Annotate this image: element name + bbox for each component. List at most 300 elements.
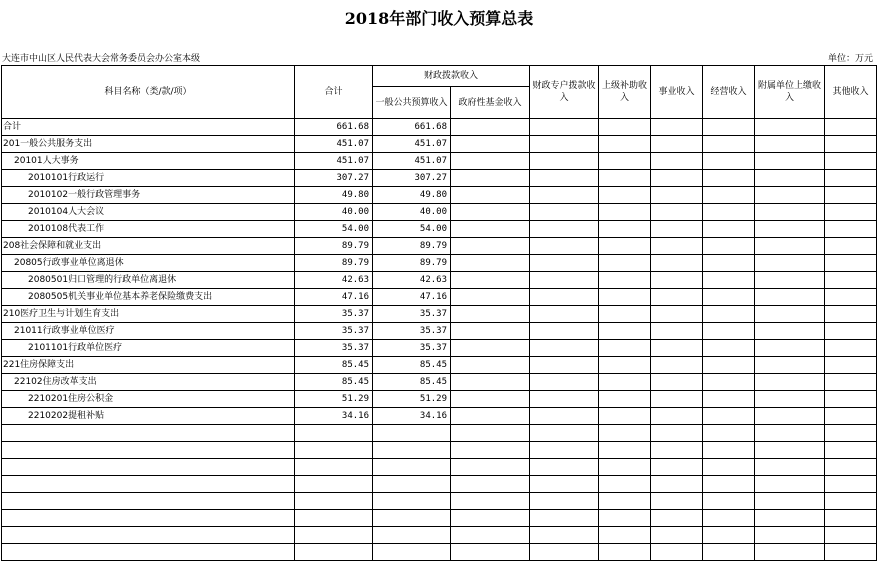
- row-empty-cell: [530, 374, 599, 391]
- empty-cell: [451, 442, 530, 459]
- empty-cell: [295, 527, 373, 544]
- row-empty-cell: [825, 119, 877, 136]
- empty-cell: [599, 544, 651, 561]
- empty-cell: [373, 510, 451, 527]
- empty-cell: [825, 527, 877, 544]
- row-empty-cell: [599, 170, 651, 187]
- row-empty-cell: [451, 136, 530, 153]
- row-general-budget-value: 40.00: [373, 204, 451, 221]
- row-empty-cell: [530, 306, 599, 323]
- row-total-value: 54.00: [295, 221, 373, 238]
- row-total-value: 85.45: [295, 374, 373, 391]
- row-empty-cell: [530, 187, 599, 204]
- row-empty-cell: [451, 187, 530, 204]
- empty-cell: [651, 510, 703, 527]
- row-empty-cell: [703, 136, 755, 153]
- empty-cell: [295, 544, 373, 561]
- row-empty-cell: [825, 170, 877, 187]
- row-empty-cell: [451, 306, 530, 323]
- header-affiliated: 附属单位上缴收入: [755, 66, 825, 119]
- empty-cell: [651, 425, 703, 442]
- empty-cell: [825, 476, 877, 493]
- row-empty-cell: [825, 340, 877, 357]
- empty-cell: [651, 476, 703, 493]
- empty-cell: [530, 544, 599, 561]
- row-general-budget-value: 85.45: [373, 374, 451, 391]
- row-empty-cell: [755, 340, 825, 357]
- empty-cell: [599, 510, 651, 527]
- row-empty-cell: [599, 255, 651, 272]
- row-total-value: 34.16: [295, 408, 373, 425]
- row-general-budget-value: 451.07: [373, 153, 451, 170]
- empty-cell: [451, 425, 530, 442]
- empty-cell: [295, 476, 373, 493]
- empty-cell: [599, 425, 651, 442]
- row-total-value: 85.45: [295, 357, 373, 374]
- table-row: [2, 272, 877, 289]
- row-subject-name: 208社会保障和就业支出: [2, 238, 295, 255]
- row-empty-cell: [599, 136, 651, 153]
- row-empty-cell: [530, 323, 599, 340]
- empty-cell: [2, 493, 295, 510]
- row-empty-cell: [825, 204, 877, 221]
- table-row: [2, 136, 877, 153]
- empty-cell: [2, 442, 295, 459]
- empty-table-row: [2, 510, 877, 527]
- empty-cell: [530, 442, 599, 459]
- empty-cell: [651, 459, 703, 476]
- row-subject-name: 2080501归口管理的行政单位离退休: [2, 272, 295, 289]
- row-empty-cell: [703, 374, 755, 391]
- row-empty-cell: [825, 153, 877, 170]
- row-empty-cell: [703, 306, 755, 323]
- table-row: [2, 153, 877, 170]
- row-total-value: 35.37: [295, 306, 373, 323]
- row-empty-cell: [825, 391, 877, 408]
- header-special: 财政专户拨款收入: [530, 66, 599, 119]
- empty-cell: [599, 527, 651, 544]
- row-empty-cell: [451, 357, 530, 374]
- row-empty-cell: [530, 119, 599, 136]
- row-general-budget-value: 89.79: [373, 238, 451, 255]
- empty-cell: [703, 442, 755, 459]
- row-general-budget-value: 54.00: [373, 221, 451, 238]
- row-empty-cell: [530, 289, 599, 306]
- row-subject-name: 2010102一般行政管理事务: [2, 187, 295, 204]
- empty-cell: [755, 510, 825, 527]
- row-empty-cell: [825, 238, 877, 255]
- empty-cell: [703, 459, 755, 476]
- row-empty-cell: [599, 323, 651, 340]
- empty-cell: [599, 442, 651, 459]
- empty-cell: [703, 544, 755, 561]
- row-subject-name: 21011行政事业单位医疗: [2, 323, 295, 340]
- row-empty-cell: [825, 187, 877, 204]
- empty-cell: [2, 510, 295, 527]
- header-gov-fund: 政府性基金收入: [451, 87, 530, 119]
- row-empty-cell: [651, 136, 703, 153]
- table-row: [2, 357, 877, 374]
- row-empty-cell: [651, 340, 703, 357]
- row-empty-cell: [530, 221, 599, 238]
- empty-cell: [373, 425, 451, 442]
- row-empty-cell: [651, 408, 703, 425]
- empty-cell: [755, 459, 825, 476]
- empty-cell: [825, 425, 877, 442]
- row-subject-name: 2010108代表工作: [2, 221, 295, 238]
- row-empty-cell: [451, 204, 530, 221]
- row-general-budget-value: 49.80: [373, 187, 451, 204]
- row-empty-cell: [825, 272, 877, 289]
- empty-cell: [825, 493, 877, 510]
- empty-table-row: [2, 527, 877, 544]
- row-empty-cell: [451, 323, 530, 340]
- empty-cell: [295, 425, 373, 442]
- row-general-budget-value: 51.29: [373, 391, 451, 408]
- row-empty-cell: [825, 357, 877, 374]
- row-empty-cell: [703, 238, 755, 255]
- empty-cell: [451, 476, 530, 493]
- table-row: [2, 119, 877, 136]
- header-subject: 科目名称（类/款/项）: [2, 66, 295, 119]
- row-total-value: 451.07: [295, 136, 373, 153]
- row-empty-cell: [451, 153, 530, 170]
- empty-cell: [755, 544, 825, 561]
- row-empty-cell: [599, 289, 651, 306]
- row-subject-name: 2080505机关事业单位基本养老保险缴费支出: [2, 289, 295, 306]
- row-empty-cell: [651, 187, 703, 204]
- row-general-budget-value: 47.16: [373, 289, 451, 306]
- row-total-value: 35.37: [295, 323, 373, 340]
- table-row: [2, 289, 877, 306]
- empty-cell: [530, 476, 599, 493]
- table-row: [2, 408, 877, 425]
- row-empty-cell: [755, 408, 825, 425]
- row-total-value: 661.68: [295, 119, 373, 136]
- empty-cell: [295, 493, 373, 510]
- empty-cell: [451, 459, 530, 476]
- empty-cell: [825, 544, 877, 561]
- row-empty-cell: [703, 391, 755, 408]
- row-empty-cell: [451, 170, 530, 187]
- row-empty-cell: [703, 272, 755, 289]
- page-title: 2018年部门收入预算总表: [344, 9, 534, 28]
- row-general-budget-value: 42.63: [373, 272, 451, 289]
- empty-cell: [373, 544, 451, 561]
- empty-cell: [825, 442, 877, 459]
- row-empty-cell: [651, 374, 703, 391]
- row-empty-cell: [530, 204, 599, 221]
- empty-cell: [755, 476, 825, 493]
- unit-label: 单位：万元: [827, 54, 873, 64]
- row-empty-cell: [755, 306, 825, 323]
- table-row: [2, 374, 877, 391]
- empty-cell: [373, 493, 451, 510]
- table-row: [2, 170, 877, 187]
- empty-table-row: [2, 459, 877, 476]
- row-empty-cell: [530, 136, 599, 153]
- table-row: [2, 204, 877, 221]
- empty-cell: [530, 425, 599, 442]
- empty-table-row: [2, 544, 877, 561]
- row-empty-cell: [755, 238, 825, 255]
- row-empty-cell: [703, 289, 755, 306]
- empty-cell: [703, 493, 755, 510]
- table-row: [2, 323, 877, 340]
- empty-table-row: [2, 442, 877, 459]
- row-total-value: 49.80: [295, 187, 373, 204]
- row-empty-cell: [530, 340, 599, 357]
- row-empty-cell: [703, 340, 755, 357]
- row-empty-cell: [530, 408, 599, 425]
- row-general-budget-value: 35.37: [373, 306, 451, 323]
- row-general-budget-value: 35.37: [373, 323, 451, 340]
- row-empty-cell: [651, 119, 703, 136]
- row-empty-cell: [755, 221, 825, 238]
- empty-cell: [651, 544, 703, 561]
- row-empty-cell: [755, 204, 825, 221]
- row-empty-cell: [451, 272, 530, 289]
- row-subject-name: 210医疗卫生与计划生育支出: [2, 306, 295, 323]
- row-empty-cell: [599, 374, 651, 391]
- row-total-value: 307.27: [295, 170, 373, 187]
- table-row: [2, 255, 877, 272]
- organization-name: 大连市中山区人民代表大会常务委员会办公室本级: [2, 54, 201, 64]
- row-subject-name: 2101101行政单位医疗: [2, 340, 295, 357]
- row-empty-cell: [599, 119, 651, 136]
- empty-cell: [599, 459, 651, 476]
- row-total-value: 51.29: [295, 391, 373, 408]
- row-empty-cell: [451, 391, 530, 408]
- empty-cell: [451, 544, 530, 561]
- empty-cell: [825, 459, 877, 476]
- empty-cell: [373, 527, 451, 544]
- row-empty-cell: [599, 238, 651, 255]
- row-empty-cell: [599, 221, 651, 238]
- row-empty-cell: [703, 408, 755, 425]
- header-superior: 上级补助收入: [599, 66, 651, 119]
- empty-cell: [755, 527, 825, 544]
- row-empty-cell: [451, 289, 530, 306]
- row-empty-cell: [599, 408, 651, 425]
- row-empty-cell: [703, 170, 755, 187]
- row-empty-cell: [599, 357, 651, 374]
- row-empty-cell: [451, 340, 530, 357]
- header-fiscal-group: 财政拨款收入: [373, 66, 530, 87]
- empty-cell: [295, 510, 373, 527]
- header-total: 合计: [295, 66, 373, 119]
- row-empty-cell: [530, 170, 599, 187]
- row-subject-name: 20805行政事业单位离退休: [2, 255, 295, 272]
- row-empty-cell: [825, 374, 877, 391]
- row-empty-cell: [530, 153, 599, 170]
- row-empty-cell: [651, 153, 703, 170]
- row-general-budget-value: 35.37: [373, 340, 451, 357]
- table-row: [2, 221, 877, 238]
- row-empty-cell: [599, 187, 651, 204]
- row-empty-cell: [651, 306, 703, 323]
- row-empty-cell: [825, 323, 877, 340]
- empty-cell: [2, 425, 295, 442]
- row-general-budget-value: 89.79: [373, 255, 451, 272]
- row-empty-cell: [755, 272, 825, 289]
- empty-cell: [451, 527, 530, 544]
- row-empty-cell: [703, 187, 755, 204]
- table-row: [2, 238, 877, 255]
- empty-cell: [295, 459, 373, 476]
- row-general-budget-value: 307.27: [373, 170, 451, 187]
- row-general-budget-value: 85.45: [373, 357, 451, 374]
- row-empty-cell: [599, 204, 651, 221]
- row-empty-cell: [703, 357, 755, 374]
- row-empty-cell: [755, 153, 825, 170]
- empty-cell: [651, 442, 703, 459]
- empty-cell: [599, 493, 651, 510]
- header-other: 其他收入: [825, 66, 877, 119]
- row-empty-cell: [755, 374, 825, 391]
- row-general-budget-value: 34.16: [373, 408, 451, 425]
- empty-cell: [651, 493, 703, 510]
- row-empty-cell: [651, 391, 703, 408]
- row-total-value: 89.79: [295, 238, 373, 255]
- row-empty-cell: [530, 391, 599, 408]
- row-general-budget-value: 661.68: [373, 119, 451, 136]
- row-empty-cell: [651, 357, 703, 374]
- empty-cell: [599, 476, 651, 493]
- row-empty-cell: [825, 255, 877, 272]
- empty-cell: [755, 493, 825, 510]
- empty-cell: [530, 459, 599, 476]
- row-empty-cell: [825, 289, 877, 306]
- row-empty-cell: [703, 153, 755, 170]
- row-subject-name: 2210201住房公积金: [2, 391, 295, 408]
- empty-cell: [825, 510, 877, 527]
- row-empty-cell: [651, 289, 703, 306]
- row-empty-cell: [651, 170, 703, 187]
- row-subject-name: 221住房保障支出: [2, 357, 295, 374]
- row-total-value: 40.00: [295, 204, 373, 221]
- empty-cell: [451, 493, 530, 510]
- row-empty-cell: [599, 306, 651, 323]
- row-empty-cell: [451, 408, 530, 425]
- row-empty-cell: [703, 119, 755, 136]
- row-empty-cell: [755, 391, 825, 408]
- empty-cell: [2, 476, 295, 493]
- row-empty-cell: [755, 357, 825, 374]
- row-empty-cell: [825, 306, 877, 323]
- row-empty-cell: [530, 238, 599, 255]
- row-general-budget-value: 451.07: [373, 136, 451, 153]
- row-total-value: 89.79: [295, 255, 373, 272]
- table-row: [2, 391, 877, 408]
- row-empty-cell: [599, 153, 651, 170]
- row-empty-cell: [755, 136, 825, 153]
- empty-cell: [373, 476, 451, 493]
- header-operating: 经营收入: [703, 66, 755, 119]
- empty-cell: [2, 459, 295, 476]
- row-empty-cell: [825, 136, 877, 153]
- row-empty-cell: [451, 255, 530, 272]
- empty-cell: [2, 544, 295, 561]
- row-empty-cell: [825, 221, 877, 238]
- row-empty-cell: [530, 272, 599, 289]
- row-empty-cell: [530, 357, 599, 374]
- row-subject-name: 合计: [2, 119, 295, 136]
- empty-table-row: [2, 493, 877, 510]
- row-empty-cell: [755, 170, 825, 187]
- empty-table-row: [2, 476, 877, 493]
- row-empty-cell: [651, 255, 703, 272]
- header-business: 事业收入: [651, 66, 703, 119]
- empty-cell: [703, 510, 755, 527]
- row-empty-cell: [755, 119, 825, 136]
- empty-cell: [530, 493, 599, 510]
- row-subject-name: 2210202提租补贴: [2, 408, 295, 425]
- empty-cell: [451, 510, 530, 527]
- row-empty-cell: [651, 221, 703, 238]
- header-general-budget: 一般公共预算收入: [373, 87, 451, 119]
- empty-cell: [755, 425, 825, 442]
- empty-cell: [2, 527, 295, 544]
- row-empty-cell: [599, 340, 651, 357]
- table-row: [2, 187, 877, 204]
- table-row: [2, 306, 877, 323]
- row-empty-cell: [703, 221, 755, 238]
- row-subject-name: 20101人大事务: [2, 153, 295, 170]
- empty-cell: [530, 527, 599, 544]
- row-empty-cell: [755, 323, 825, 340]
- row-total-value: 47.16: [295, 289, 373, 306]
- row-empty-cell: [651, 238, 703, 255]
- row-total-value: 451.07: [295, 153, 373, 170]
- row-empty-cell: [651, 323, 703, 340]
- table-row: [2, 340, 877, 357]
- row-empty-cell: [451, 374, 530, 391]
- row-empty-cell: [599, 272, 651, 289]
- header-row-1: [2, 66, 877, 87]
- row-subject-name: 2010101行政运行: [2, 170, 295, 187]
- row-subject-name: 201一般公共服务支出: [2, 136, 295, 153]
- empty-cell: [703, 527, 755, 544]
- row-empty-cell: [530, 255, 599, 272]
- row-empty-cell: [451, 221, 530, 238]
- empty-cell: [755, 442, 825, 459]
- row-subject-name: 22102住房改革支出: [2, 374, 295, 391]
- empty-cell: [703, 425, 755, 442]
- empty-cell: [373, 459, 451, 476]
- empty-cell: [530, 510, 599, 527]
- row-total-value: 42.63: [295, 272, 373, 289]
- row-empty-cell: [755, 187, 825, 204]
- row-empty-cell: [755, 255, 825, 272]
- budget-table: [1, 65, 877, 561]
- empty-table-row: [2, 425, 877, 442]
- empty-cell: [373, 442, 451, 459]
- row-empty-cell: [755, 289, 825, 306]
- row-empty-cell: [703, 204, 755, 221]
- row-empty-cell: [651, 204, 703, 221]
- row-empty-cell: [451, 119, 530, 136]
- row-empty-cell: [599, 391, 651, 408]
- empty-cell: [295, 442, 373, 459]
- row-empty-cell: [651, 272, 703, 289]
- empty-cell: [651, 527, 703, 544]
- row-empty-cell: [451, 238, 530, 255]
- empty-cell: [703, 476, 755, 493]
- row-subject-name: 2010104人大会议: [2, 204, 295, 221]
- row-empty-cell: [703, 255, 755, 272]
- row-empty-cell: [703, 323, 755, 340]
